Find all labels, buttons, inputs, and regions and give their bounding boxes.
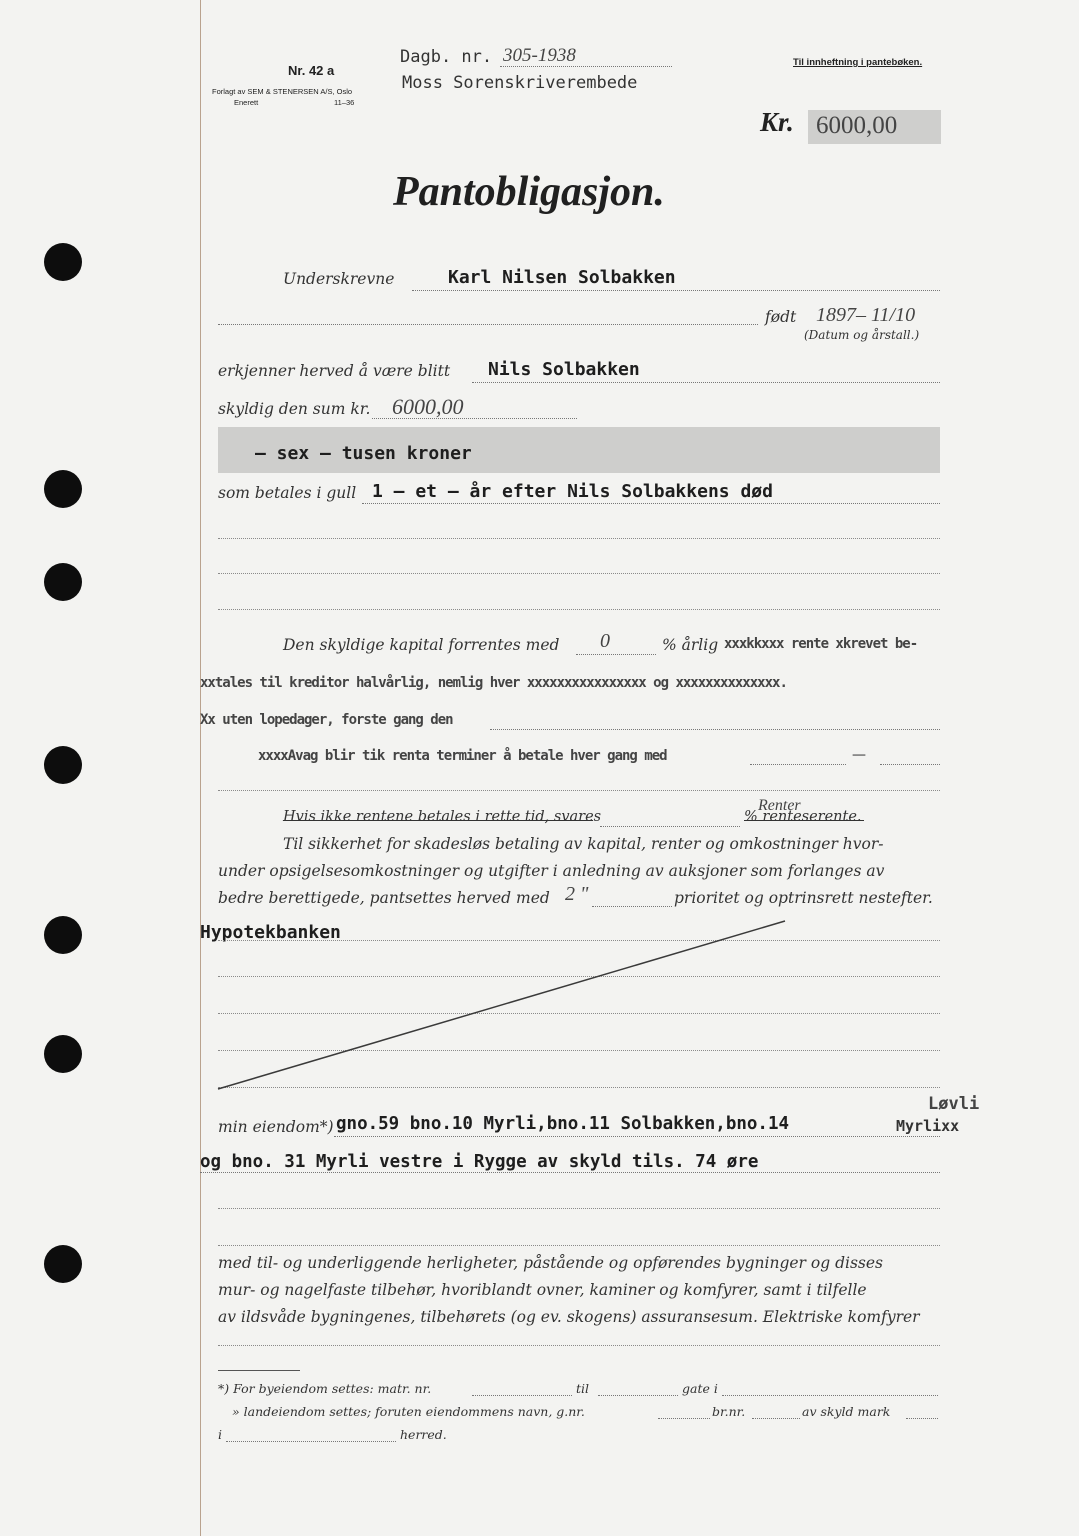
security-line-1: Til sikkerhet for skadesløs betaling av kapital, renter og omkostninger hvor-	[283, 835, 884, 853]
publisher-code: 11–36	[334, 98, 355, 107]
corner-note: Til innheftning i pantebøken.	[793, 57, 923, 68]
struck-text: xxxxAvag blir tik renta terminer å betale hver gang med	[258, 748, 667, 764]
payable-label: som betales i gull	[218, 484, 357, 502]
footnote-line-2c: av skyld mark	[802, 1404, 891, 1419]
sum-label: skyldig den sum kr.	[218, 400, 371, 418]
property-label: min eiendom*)	[218, 1118, 334, 1136]
property-line-1: gno.59 bno.10 Myrli,bno.11 Solbakken,bno.14	[336, 1114, 790, 1134]
struck-text: xxtales til kreditor halvårlig, nemlig hver xxxxxxxxxxxxxxxx og xxxxxxxxxxxxxx.	[200, 675, 787, 691]
dash: —	[852, 747, 866, 763]
closing-line-1: med til- og underliggende herligheter, påstående og opførendes bygninger og disses	[218, 1254, 883, 1272]
undersigned-label: Underskrevne	[283, 270, 395, 288]
office-stamp: Moss Sorenskriverembede	[402, 73, 638, 93]
dagb-label: Dagb. nr.	[400, 47, 493, 67]
late-interest-handwriting: Renter	[758, 797, 801, 814]
sum-words: – sex – tusen kroner	[255, 443, 472, 464]
interest-rate: 0	[600, 630, 610, 652]
dagb-number: 305-1938	[503, 45, 576, 66]
footnote-line-1b: til	[576, 1381, 590, 1396]
late-interest-unit: % renteserente.	[744, 809, 862, 825]
publisher-rights: Enerett	[234, 98, 259, 107]
document-title: Pantobligasjon.	[393, 169, 665, 215]
security-line-3: bedre berettigede, pantsettes herved med	[218, 889, 550, 907]
footnote-line-1c: gate i	[682, 1381, 718, 1396]
born-date: 1897– 11/10	[816, 304, 916, 326]
creditor-name: Nils Solbakken	[488, 359, 640, 380]
debtor-name: Karl Nilsen Solbakken	[448, 267, 676, 288]
security-line-2: under opsigelsesomkostninger og utgifter i anledning av auksjoner som forlanges av	[218, 862, 885, 880]
footnote-line-3b: herred.	[400, 1427, 447, 1442]
amount-value: 6000,00	[816, 112, 898, 139]
priority-suffix: prioritet og optrinsrett nestefter.	[674, 889, 933, 907]
footnote-line-1a: *) For byeiendom settes: matr. nr.	[218, 1381, 432, 1396]
interest-unit: % årlig	[662, 636, 719, 654]
struck-text: Xx uten lopedager, forste gang den	[200, 712, 453, 728]
prior-lender: Hypotekbanken	[200, 922, 341, 943]
born-hint: (Datum og årstall.)	[804, 328, 920, 342]
born-label: født	[765, 308, 797, 326]
closing-line-2: mur- og nagelfaste tilbehør, hvoriblandt ovner, kaminer og komfyrer, samt i tilfelle	[218, 1281, 867, 1299]
footnote-line-2a: » landeiendom settes; foruten eiendommens navn, g.nr.	[232, 1404, 585, 1419]
interest-label: Den skyldige kapital forrentes med	[283, 636, 560, 654]
closing-line-3: av ildsvåde bygningenes, tilbehørets (og ev. skogens) assuransesum. Elektriske komfyrer	[218, 1308, 920, 1326]
footnote-line-2b: br.nr.	[712, 1404, 746, 1419]
sum-value: 6000,00	[392, 394, 464, 419]
struck-text: xxxkkxxx rente xkrevet be-	[724, 636, 918, 652]
payable-terms: 1 – et – år efter Nils Solbakkens død	[372, 481, 773, 502]
kr-label: Kr.	[760, 107, 794, 137]
acknowledge-label: erkjenner herved å være blitt	[218, 362, 451, 380]
property-struck: Myrlixx	[896, 1117, 960, 1135]
late-interest-text: Hvis ikke rentene betales i rette tid, svares	[283, 809, 602, 825]
form-number: Nr. 42 a	[288, 63, 335, 78]
publisher-line: Forlagt av SEM & STENERSEN A/S, Oslo	[212, 87, 353, 96]
footnote-line-3a: i	[218, 1427, 222, 1442]
footnote-rule	[218, 1370, 300, 1371]
priority-value: 2 "	[565, 883, 589, 905]
property-insert: Løvli	[928, 1094, 980, 1114]
property-line-2: og bno. 31 Myrli vestre i Rygge av skyld tils. 74 øre	[200, 1152, 759, 1172]
